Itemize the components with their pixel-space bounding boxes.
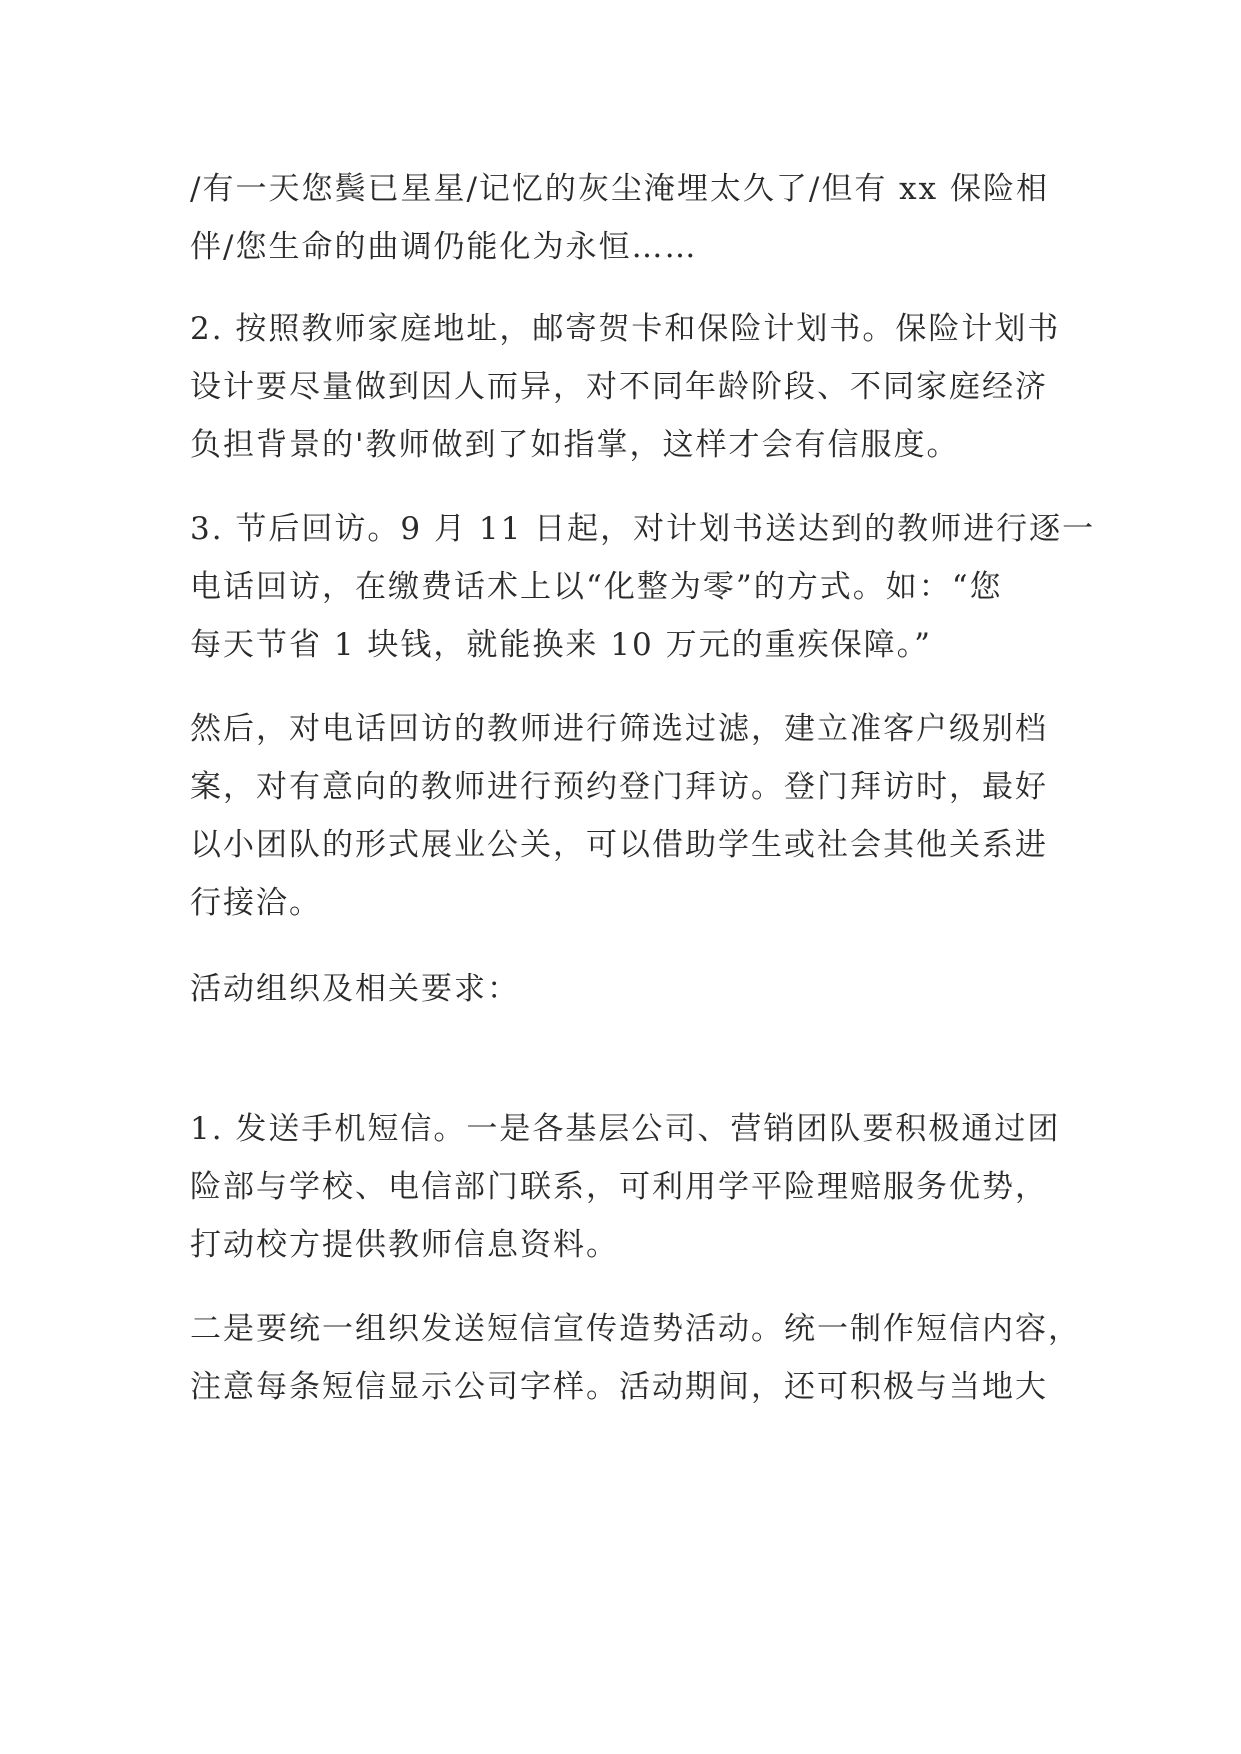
text-line: 设计要尽量做到因人而异，对不同年龄阶段、不同家庭经济 xyxy=(190,369,1048,405)
paragraph-follow-up xyxy=(190,700,1060,932)
text-line: 2. 按照教师家庭地址，邮寄贺卡和保险计划书。保险计划书 xyxy=(190,311,1061,347)
paragraph-sms-item-2 xyxy=(190,1300,1081,1416)
paragraph-poem-ending xyxy=(190,160,1060,276)
text-line: 打动校方提供教师信息资料。 xyxy=(190,1227,619,1263)
text-line: 以小团队的形式展业公关，可以借助学生或社会其他关系进 xyxy=(190,827,1048,863)
text-line: 险部与学校、电信部门联系，可利用学平险理赔服务优势， xyxy=(190,1169,1048,1205)
text-line: 案，对有意向的教师进行预约登门拜访。登门拜访时，最好 xyxy=(190,769,1048,805)
text-line: 二是要统一组织发送短信宣传造势活动。统一制作短信内容， xyxy=(190,1311,1081,1347)
text-line: 伴/您生命的曲调仍能化为永恒…… xyxy=(190,229,698,265)
paragraph-item-2 xyxy=(190,300,1060,474)
text-line: 每天节省 1 块钱，就能换来 10 万元的重疾保障。” xyxy=(190,627,932,663)
text-line: 然后，对电话回访的教师进行筛选过滤，建立准客户级别档 xyxy=(190,711,1048,747)
paragraph-item-3 xyxy=(190,500,1096,674)
text-line: 注意每条短信显示公司字样。活动期间，还可积极与当地大 xyxy=(190,1369,1048,1405)
text-line: 3. 节后回访。9 月 11 日起，对计划书送达到的教师进行逐一 xyxy=(190,511,1096,547)
text-line: 负担背景的'教师做到了如指掌，这样才会有信服度。 xyxy=(190,427,960,463)
text-line: 电话回访，在缴费话术上以“化整为零”的方式。如：“您 xyxy=(190,569,1003,605)
text-line: 行接洽。 xyxy=(190,885,322,921)
text-line: /有一天您鬓已星星/记忆的灰尘淹埋太久了/但有 xx 保险相 xyxy=(190,171,1050,207)
section-heading xyxy=(190,960,1060,1018)
paragraph-sms-item-1 xyxy=(190,1100,1060,1274)
text-line: 1. 发送手机短信。一是各基层公司、营销团队要积极通过团 xyxy=(190,1111,1061,1147)
heading-line: 活动组织及相关要求： xyxy=(190,971,520,1007)
